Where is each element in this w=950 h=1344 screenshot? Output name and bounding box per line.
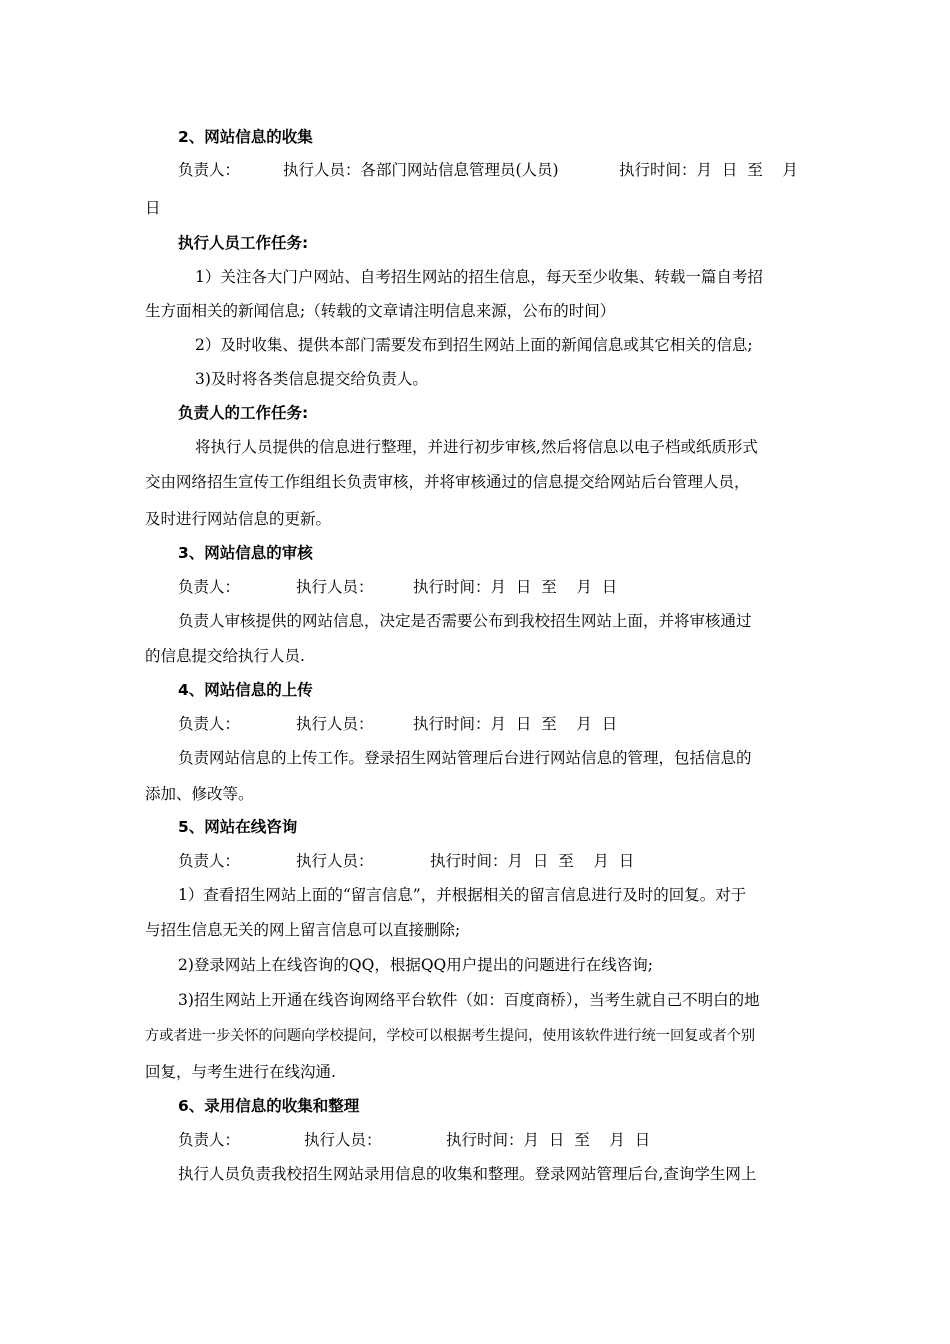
section-3-line-1: 负责人审核提供的网站信息，决定是否需要公布到我校招生网站上面，并将审核通过 bbox=[178, 612, 752, 630]
section-5-item-3-line-2: 方或者进一步关怀的问题向学校提问，学校可以根据考生提问，使用该软件进行统一回复或者个别 bbox=[145, 1028, 756, 1044]
section-5-heading: 5、网站在线咨询 bbox=[178, 818, 298, 836]
section-4-heading: 4、网站信息的上传 bbox=[178, 681, 313, 699]
section-5-executor: 执行人员： bbox=[296, 852, 374, 870]
section-3-heading: 3、网站信息的审核 bbox=[178, 544, 313, 562]
section-4-line-2: 添加、修改等。 bbox=[145, 785, 254, 803]
section-6-line-1: 执行人员负责我校招生网站录用信息的收集和整理。登录网站管理后台,查询学生网上 bbox=[178, 1165, 757, 1183]
section-6-heading: 6、录用信息的收集和整理 bbox=[178, 1097, 360, 1115]
section-6-responsible: 负责人： bbox=[178, 1131, 241, 1149]
section-5-item-3-line-3: 回复，与考生进行在线沟通. bbox=[145, 1063, 336, 1081]
section-5-item-2: 2)登录网站上在线咨询的QQ，根据QQ用户提出的问题进行在线咨询; bbox=[178, 956, 653, 974]
exec-tasks-heading: 执行人员工作任务: bbox=[178, 234, 309, 252]
section-5-time: 执行时间：月 日 至 月 日 bbox=[430, 852, 635, 870]
section-6-executor: 执行人员： bbox=[304, 1131, 382, 1149]
section-2-executor: 执行人员：各部门网站信息管理员(人员) bbox=[283, 161, 559, 179]
section-4-executor: 执行人员： bbox=[296, 715, 374, 733]
exec-task-1-line-2: 生方面相关的新闻信息;（转载的文章请注明信息来源，公布的时间） bbox=[145, 302, 616, 320]
section-3-line-2: 的信息提交给执行人员. bbox=[145, 647, 305, 665]
section-2-responsible: 负责人： bbox=[178, 161, 241, 179]
section-6-time: 执行时间：月 日 至 月 日 bbox=[446, 1131, 651, 1149]
section-5-item-1-line-2: 与招生信息无关的网上留言信息可以直接删除; bbox=[145, 921, 461, 939]
section-3-responsible: 负责人： bbox=[178, 578, 241, 596]
section-4-responsible: 负责人： bbox=[178, 715, 241, 733]
section-2-time-cont: 日 bbox=[145, 199, 161, 217]
section-5-item-1-line-1: 1）查看招生网站上面的“留言信息”，并根据相关的留言信息进行及时的回复。对于 bbox=[178, 886, 747, 904]
exec-task-1-line-1: 1）关注各大门户网站、自考招生网站的招生信息，每天至少收集、转载一篇自考招 bbox=[195, 268, 763, 286]
section-3-time: 执行时间：月 日 至 月 日 bbox=[413, 578, 618, 596]
exec-task-2: 2）及时收集、提供本部门需要发布到招生网站上面的新闻信息或其它相关的信息; bbox=[195, 336, 753, 354]
resp-tasks-heading: 负责人的工作任务: bbox=[178, 404, 309, 422]
section-4-time: 执行时间：月 日 至 月 日 bbox=[413, 715, 618, 733]
section-4-line-1: 负责网站信息的上传工作。登录招生网站管理后台进行网站信息的管理，包括信息的 bbox=[178, 749, 752, 767]
exec-task-3: 3)及时将各类信息提交给负责人。 bbox=[195, 370, 428, 388]
section-2-time: 执行时间：月 日 至 月 bbox=[619, 161, 798, 179]
section-5-responsible: 负责人： bbox=[178, 852, 241, 870]
resp-tasks-line-3: 及时进行网站信息的更新。 bbox=[145, 510, 332, 528]
resp-tasks-line-2: 交由网络招生宣传工作组组长负责审核，并将审核通过的信息提交给网站后台管理人员， bbox=[145, 473, 750, 491]
section-2-heading: 2、网站信息的收集 bbox=[178, 128, 313, 146]
section-5-item-3-line-1: 3)招生网站上开通在线咨询网络平台软件（如：百度商桥），当考生就自己不明白的地 bbox=[178, 991, 760, 1009]
section-3-executor: 执行人员： bbox=[296, 578, 374, 596]
resp-tasks-line-1: 将执行人员提供的信息进行整理，并进行初步审核,然后将信息以电子档或纸质形式 bbox=[195, 438, 758, 456]
